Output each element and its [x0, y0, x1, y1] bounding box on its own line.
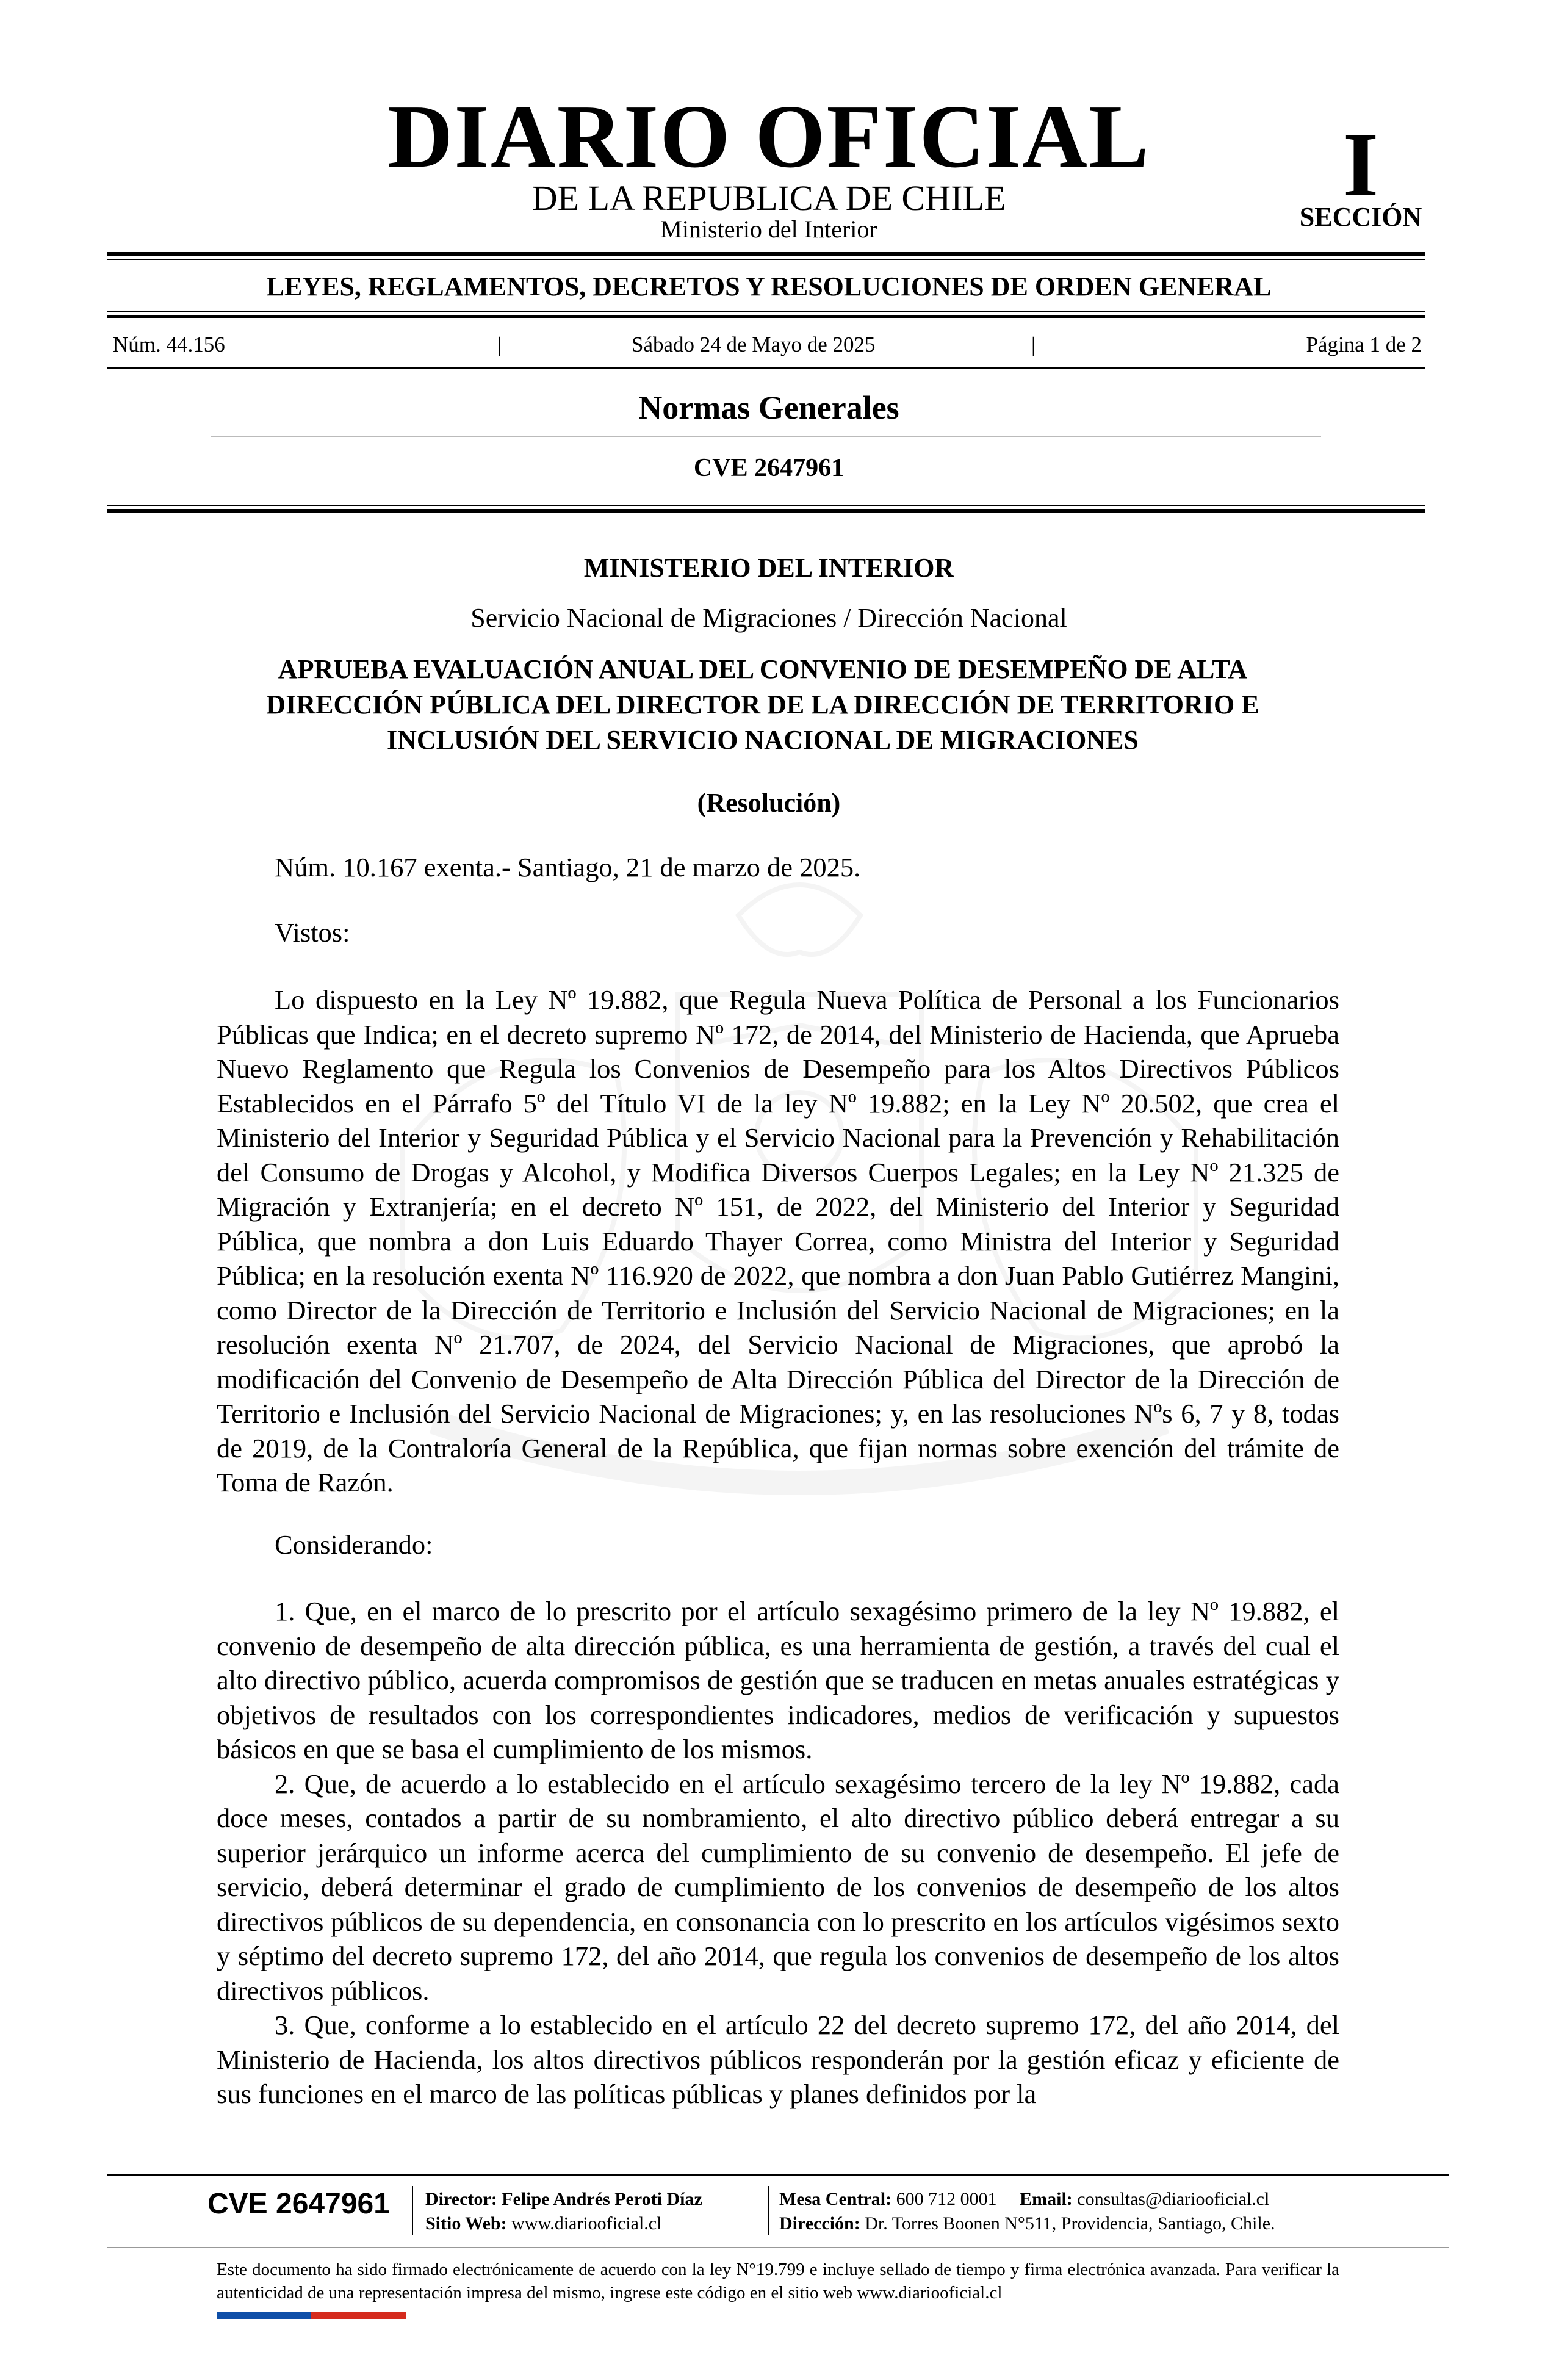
- address-text: Dr. Torres Boonen N°511, Providencia, Santiago, Chile.: [865, 2213, 1275, 2234]
- email-link[interactable]: consultas@diariooficial.cl: [1077, 2189, 1270, 2209]
- vistos-paragraph: [217, 983, 1339, 1500]
- info-separator: |: [1031, 333, 1036, 356]
- masthead-subtitle: DE LA REPUBLICA DE CHILE: [531, 178, 1006, 218]
- vistos-label: Vistos:: [275, 917, 350, 948]
- resolution-number: Núm. 10.167 exenta.- Santiago, 21 de marzo de 2025.: [275, 852, 861, 882]
- considerando-item: 1. Que, en el marco de lo prescrito por el artículo sexagésimo primero de la ley Nº 19.882, el convenio de desempeño de alta dirección pública, es una herramienta de gestión, a través del cual el alto directivo público, acuerda compromisos de gestión que se traducen en metas anuales estratégicas y objetivos de resultados con los correspondientes indicadores, medios de verificación y supuestos básicos en que se basa el cumplimiento de los mismos.: [217, 1596, 1339, 1764]
- category-rule-thick: [107, 315, 1425, 318]
- flag-stripe-blue: [217, 2312, 311, 2319]
- section-heading: Normas Generales: [638, 389, 899, 426]
- director-name: Felipe Andrés Peroti Díaz: [502, 2189, 702, 2209]
- section-number: I: [1342, 114, 1379, 215]
- footer-note-rule: [107, 2247, 1449, 2248]
- footer-director: [425, 2187, 702, 2236]
- considerando-label: Considerando:: [275, 1529, 433, 1560]
- info-separator: |: [497, 333, 502, 356]
- infobar-rule: [107, 367, 1425, 369]
- flag-stripe-red: [311, 2312, 406, 2319]
- footer-divider: [768, 2186, 769, 2235]
- section-label: SECCIÓN: [1299, 202, 1422, 232]
- footer-divider: [412, 2186, 413, 2235]
- document-service: Servicio Nacional de Migraciones / Dirección Nacional: [470, 603, 1067, 633]
- web-link[interactable]: www.diariooficial.cl: [511, 2213, 662, 2234]
- email-label: Email:: [1020, 2189, 1073, 2209]
- phone-label: Mesa Central:: [779, 2189, 892, 2209]
- issue-number: Núm. 44.156: [113, 333, 225, 356]
- category-heading: LEYES, REGLAMENTOS, DECRETOS Y RESOLUCIONES DE ORDEN GENERAL: [266, 272, 1272, 301]
- considerando-item: 2. Que, de acuerdo a lo establecido en el artículo sexagésimo tercero de la ley Nº 19.882, cada doce meses, contados a partir de su nombramiento, el alto directivo público deberá entregar a su superior jerárquico un informe acerca del cumplimiento de su convenio de desempeño. El jefe de servicio, deberá determinar el grado de cumplimiento de los convenios de desempeño de los altos directivos públicos de su dependencia, en consonancia con lo prescrito en los artículos vigésimos sexto y séptimo del decreto supremo 172, del año 2014, que regula los convenios de desempeño de los altos directivos públicos.: [217, 1768, 1339, 2006]
- cve-rule-thick: [107, 509, 1425, 513]
- footer-rule: [107, 2174, 1449, 2176]
- cve-code: CVE 2647961: [693, 454, 845, 482]
- issue-date: Sábado 24 de Mayo de 2025: [632, 333, 876, 356]
- footer-contact: [779, 2187, 1275, 2236]
- footer-cve-code: CVE 2647961: [207, 2188, 390, 2220]
- cve-rule-thin: [107, 505, 1425, 506]
- director-label: Director:: [425, 2189, 497, 2209]
- address-label: Dirección:: [779, 2213, 860, 2234]
- phone-number: 600 712 0001: [896, 2189, 997, 2209]
- category-rule-thin: [107, 311, 1425, 312]
- footer-verification-note: Este documento ha sido firmado electrónicamente de acuerdo con la ley N°19.799 e incluye sellado de tiempo y firma electrónica avanzada. Para verificar la autenticidad de una representación impresa del mismo, ingrese este código en el sitio web www.diariooficial.cl: [217, 2260, 1339, 2302]
- masthead-ministry: Ministerio del Interior: [660, 215, 877, 243]
- masthead-title: DIARIO OFICIAL: [387, 87, 1150, 187]
- considerando-item: 3. Que, conforme a lo establecido en el artículo 22 del decreto supremo 172, del año 2014, del Ministerio de Hacienda, los altos directivos públicos responderán por la gestión eficaz y eficiente de sus funciones en el marco de las políticas públicas y planes definidos por la: [217, 2010, 1339, 2109]
- web-label: Sitio Web:: [425, 2213, 507, 2234]
- vistos-text: Lo dispuesto en la Ley Nº 19.882, que Regula Nueva Política de Personal a los Funcionarios Públicas que Indica; en el decreto supremo Nº 172, de 2014, del Ministerio de Hacienda, que Aprueba Nuevo Reglamento que Regula los Convenios de Desempeño para los Altos Directivos Públicos Establecidos en el Párrafo 5º del Título VI de la ley Nº 19.882; en la Ley Nº 20.502, que crea el Ministerio del Interior y Seguridad Pública y el Servicio Nacional para la Prevención y Rehabilitación del Consumo de Drogas y Alcohol, y Modifica Diversos Cuerpos Legales; en la Ley Nº 21.325 de Migración y Extranjería; en el decreto Nº 151, de 2022, del Ministerio del Interior y Seguridad Pública, que nombra a don Luis Eduardo Thayer Correa, como Ministra del Interior y Seguridad Pública; en la resolución exenta Nº 116.920 de 2022, que nombra a don Juan Pablo Gutiérrez Mangini, como Director de la Dirección de Territorio e Inclusión del Servicio Nacional de Migraciones; en la resolución exenta Nº 21.707, de 2024, del Servicio Nacional de Migraciones, que aprobó la modificación del Convenio de Desempeño de Alta Dirección Pública del Director de la Dirección de Territorio e Inclusión del Servicio Nacional de Migraciones; y, en las resoluciones Nºs 6, 7 y 8, todas de 2019, de la Contraloría General de la República, que fijan normas sobre exención del trámite de Toma de Razón.: [217, 984, 1339, 1498]
- document-ministry: MINISTERIO DEL INTERIOR: [583, 553, 954, 583]
- document-type: (Resolución): [697, 788, 841, 818]
- section-heading-rule: [211, 436, 1321, 437]
- masthead-rule-thin: [107, 259, 1425, 260]
- considerando-list: [217, 1594, 1339, 2111]
- document-title: APRUEBA EVALUACIÓN ANUAL DEL CONVENIO DE DESEMPEÑO DE ALTA DIRECCIÓN PÚBLICA DEL DIRECTOR DE LA DIRECCIÓN DE TERRITORIO E INCLUSIÓN DEL SERVICIO NACIONAL DE MIGRACIONES: [266, 654, 1259, 755]
- masthead-rule-thick: [107, 252, 1425, 256]
- page-indicator: Página 1 de 2: [1306, 333, 1422, 356]
